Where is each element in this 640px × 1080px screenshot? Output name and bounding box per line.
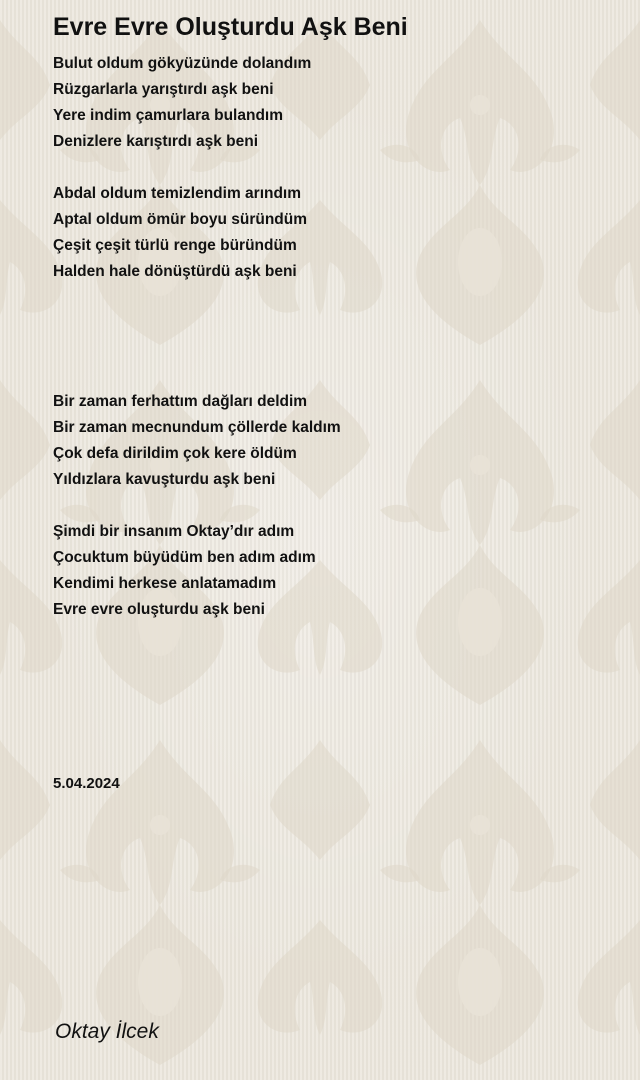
stanza-2 — [53, 181, 341, 285]
poem-body — [53, 51, 341, 623]
poem-line: Aptal oldum ömür boyu süründüm — [53, 211, 308, 228]
stanza-gap — [53, 285, 341, 389]
poem-line: Çok defa dirildim çok kere öldüm — [53, 445, 297, 462]
poem-line: Yere indim çamurlara bulandım — [53, 107, 283, 124]
poem-line: Abdal oldum temizlendim arındım — [53, 185, 302, 202]
poem-line: Denizlere karıştırdı aşk beni — [53, 133, 259, 150]
poem-line: Çocuktum büyüdüm ben adım adım — [53, 549, 316, 566]
stanza-4 — [53, 519, 341, 623]
stanza-gap — [53, 493, 341, 519]
poem-line: Şimdi bir insanım Oktay’dır adım — [53, 523, 295, 540]
poem-line: Evre evre oluşturdu aşk beni — [53, 601, 265, 618]
poem-title: Evre Evre Oluşturdu Aşk Beni — [53, 13, 408, 41]
poem-line: Rüzgarlarla yarıştırdı aşk beni — [53, 81, 274, 98]
poem-line: Bir zaman mecnundum çöllerde kaldım — [53, 419, 341, 436]
poem-date: 5.04.2024 — [53, 775, 120, 792]
poem-line: Yıldızlara kavuşturdu aşk beni — [53, 471, 276, 488]
poem-line: Kendimi herkese anlatamadım — [53, 575, 277, 592]
poem-author: Oktay İlcek — [55, 1020, 159, 1043]
poem-line: Bir zaman ferhattım dağları deldim — [53, 393, 308, 410]
stanza-3 — [53, 389, 341, 493]
poem-line: Halden hale dönüştürdü aşk beni — [53, 263, 297, 280]
stanza-1 — [53, 51, 341, 155]
poem-line: Bulut oldum gökyüzünde dolandım — [53, 55, 312, 72]
poem-line: Çeşit çeşit türlü renge büründüm — [53, 237, 297, 254]
stanza-gap — [53, 155, 341, 181]
